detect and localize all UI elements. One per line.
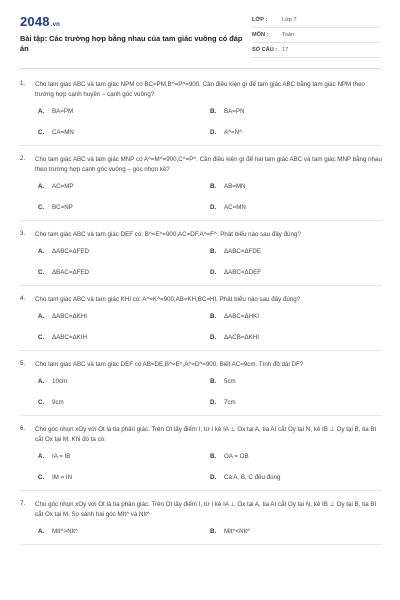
option-letter: B.	[210, 313, 217, 320]
meta-label: MÔN :	[252, 32, 269, 38]
question-item	[20, 425, 382, 491]
option-text: IM = IN	[52, 474, 73, 481]
option-letter: C.	[38, 399, 45, 406]
option-text: Cả A, B, C đều đúng	[224, 474, 281, 481]
answer-option[interactable]	[210, 528, 382, 536]
option-letter: C.	[38, 269, 45, 276]
answer-option[interactable]	[38, 269, 210, 277]
answer-option[interactable]	[38, 183, 210, 191]
question-text: Cho tam giác ABC và tam giác NPM có BC=PM,B^=P^=900. Cần điều kiện gì để tam giác ABC bằng tam giác NPM theo trường hợp cạnh huyền – cạnh góc vuông?	[35, 81, 365, 98]
question-text: Cho tam giác ABC và tam giác DEF có: B^=E^=900,AC=DF,A^=F^. Phát biểu nào sau đây đúng?	[35, 231, 301, 238]
question-number: 6.	[20, 425, 26, 432]
option-text: ΔABC=ΔFED	[52, 248, 89, 255]
option-text: AC=MN	[224, 204, 246, 211]
option-text: AB=MN	[224, 183, 246, 190]
site-logo[interactable]	[20, 14, 60, 29]
answer-option[interactable]	[210, 399, 382, 407]
meta-value: Toán	[282, 32, 295, 38]
question-list	[20, 80, 382, 554]
option-text: BA=PM	[52, 108, 74, 115]
answer-option[interactable]	[210, 378, 382, 386]
question-item	[20, 360, 382, 416]
question-item	[20, 80, 382, 146]
question-text: Cho góc nhọn xOy với Ot là tia phân giác. Trên Ot lấy điểm I, từ I kẻ IA ⊥ Ox tại A, tia AI cắt Oy tại N, kẻ IB ⊥ Oy tại B, tia BI cắt Ox tại M. So sánh hai góc MIt^ và NIt^	[35, 501, 377, 518]
option-text: ΔABC=ΔHKI	[224, 313, 259, 320]
question-number: 2.	[20, 155, 26, 162]
meta-row-question-count	[252, 44, 380, 58]
answer-option[interactable]	[38, 528, 210, 536]
answer-option[interactable]	[38, 313, 210, 321]
question-item	[20, 230, 382, 286]
option-text: MIt^<NIt^	[224, 528, 250, 535]
answer-option[interactable]	[210, 313, 382, 321]
question-number: 4.	[20, 295, 26, 302]
option-letter: B.	[210, 528, 217, 535]
answer-options	[38, 528, 382, 536]
option-letter: A.	[38, 248, 45, 255]
answer-options	[38, 313, 382, 342]
option-text: 9cm	[52, 399, 64, 406]
answer-options	[38, 108, 382, 137]
answer-options	[38, 248, 382, 277]
option-letter: C.	[38, 204, 45, 211]
question-item	[20, 155, 382, 221]
answer-option[interactable]	[38, 453, 210, 461]
option-text: BC=NP	[52, 204, 73, 211]
option-text: AC=MP	[52, 183, 74, 190]
option-text: CA=MN	[52, 129, 74, 136]
option-text: IA = IB	[52, 453, 71, 460]
option-letter: D.	[210, 474, 217, 481]
option-text: OA = OB	[224, 453, 249, 460]
answer-option[interactable]	[38, 129, 210, 137]
option-text: ΔABC=ΔKIH	[52, 334, 87, 341]
header-divider	[20, 68, 380, 69]
question-number: 3.	[20, 230, 26, 237]
question-text: Cho tam giác ABC và tam giác MNP có A^=M^=900,C^=P^. Cần điều kiện gì để hai tam giác ABC và tam giác MNP bằng nhau theo trường hợp cạnh góc vuông – góc nhọn kề?	[35, 156, 382, 173]
option-text: ΔABC=ΔDEF	[224, 269, 261, 276]
option-letter: A.	[38, 313, 45, 320]
option-letter: C.	[38, 334, 45, 341]
option-letter: A.	[38, 108, 45, 115]
answer-option[interactable]	[210, 334, 382, 342]
answer-option[interactable]	[210, 204, 382, 212]
option-letter: D.	[210, 269, 217, 276]
option-letter: B.	[210, 248, 217, 255]
meta-row-subject	[252, 29, 380, 43]
question-text: Cho góc nhọn xOy với Ot là tia phân giác. Trên Ot lấy điểm I, từ I kẻ IA ⊥ Ox tại A, tia AI cắt Oy tại N, kẻ IB ⊥ Oy tại B, tia BI cắt Ox tại M. Khi đó ta có:	[35, 426, 377, 443]
option-letter: D.	[210, 129, 217, 136]
logo-suffix: .vn	[50, 22, 61, 28]
answer-option[interactable]	[210, 474, 382, 482]
question-number: 5.	[20, 360, 26, 367]
worksheet-meta	[252, 14, 380, 59]
answer-option[interactable]	[210, 269, 382, 277]
meta-value: Lớp 7	[282, 17, 297, 23]
option-text: 5cm	[224, 378, 236, 385]
option-text: A^=N^	[224, 129, 243, 136]
answer-option[interactable]	[210, 248, 382, 256]
option-letter: B.	[210, 183, 217, 190]
worksheet-header	[20, 14, 380, 66]
option-letter: C.	[38, 129, 45, 136]
answer-option[interactable]	[38, 474, 210, 482]
answer-option[interactable]	[38, 204, 210, 212]
option-letter: B.	[210, 378, 217, 385]
option-letter: A.	[38, 528, 45, 535]
option-text: 10cm	[52, 378, 68, 385]
option-text: ΔABC=ΔKHI	[52, 313, 87, 320]
question-item	[20, 295, 382, 351]
option-letter: D.	[210, 399, 217, 406]
option-letter: A.	[38, 453, 45, 460]
logo-text: 2048	[20, 14, 50, 29]
answer-option[interactable]	[210, 453, 382, 461]
question-item	[20, 500, 382, 545]
option-letter: D.	[210, 334, 217, 341]
answer-options	[38, 453, 382, 482]
answer-option[interactable]	[210, 108, 382, 116]
worksheet-title: Bài tập: Các trường hợp bằng nhau của tam giác vuông có đáp án	[20, 34, 243, 53]
meta-label: LỚP :	[252, 17, 268, 23]
option-text: ΔABC=ΔFDE	[224, 248, 261, 255]
question-text: Cho tam giác ABC và tam giác DEF có AB=DE,B^=E^,A^=D^=900. Biết AC=9cm. Tính độ dài DF?	[35, 361, 304, 368]
answer-option[interactable]	[38, 334, 210, 342]
answer-option[interactable]	[38, 108, 210, 116]
option-text: 7cm	[224, 399, 236, 406]
meta-value: 17	[282, 47, 289, 53]
answer-option[interactable]	[210, 183, 382, 191]
answer-option[interactable]	[38, 399, 210, 407]
answer-option[interactable]	[38, 378, 210, 386]
meta-row-class	[252, 14, 380, 28]
answer-options	[38, 378, 382, 407]
meta-label: SỐ CÂU :	[252, 47, 278, 53]
question-text: Cho tam giác ABC và tam giác KHI có: A^=K^=900,AB=KH,BC=HI. Phát biểu nào sau đây đúng?	[35, 296, 301, 303]
option-text: ΔBAC=ΔFED	[52, 269, 89, 276]
option-text: ΔACB=ΔKHI	[224, 334, 259, 341]
answer-option[interactable]	[210, 129, 382, 137]
option-letter: B.	[210, 108, 217, 115]
option-letter: B.	[210, 453, 217, 460]
option-text: MIt^>NIt^	[52, 528, 78, 535]
answer-option[interactable]	[38, 248, 210, 256]
answer-options	[38, 183, 382, 212]
option-letter: D.	[210, 204, 217, 211]
question-number: 7.	[20, 500, 26, 507]
question-number: 1.	[20, 80, 26, 87]
option-letter: A.	[38, 378, 45, 385]
option-letter: C.	[38, 474, 45, 481]
option-letter: A.	[38, 183, 45, 190]
option-text: BA=PN	[224, 108, 245, 115]
